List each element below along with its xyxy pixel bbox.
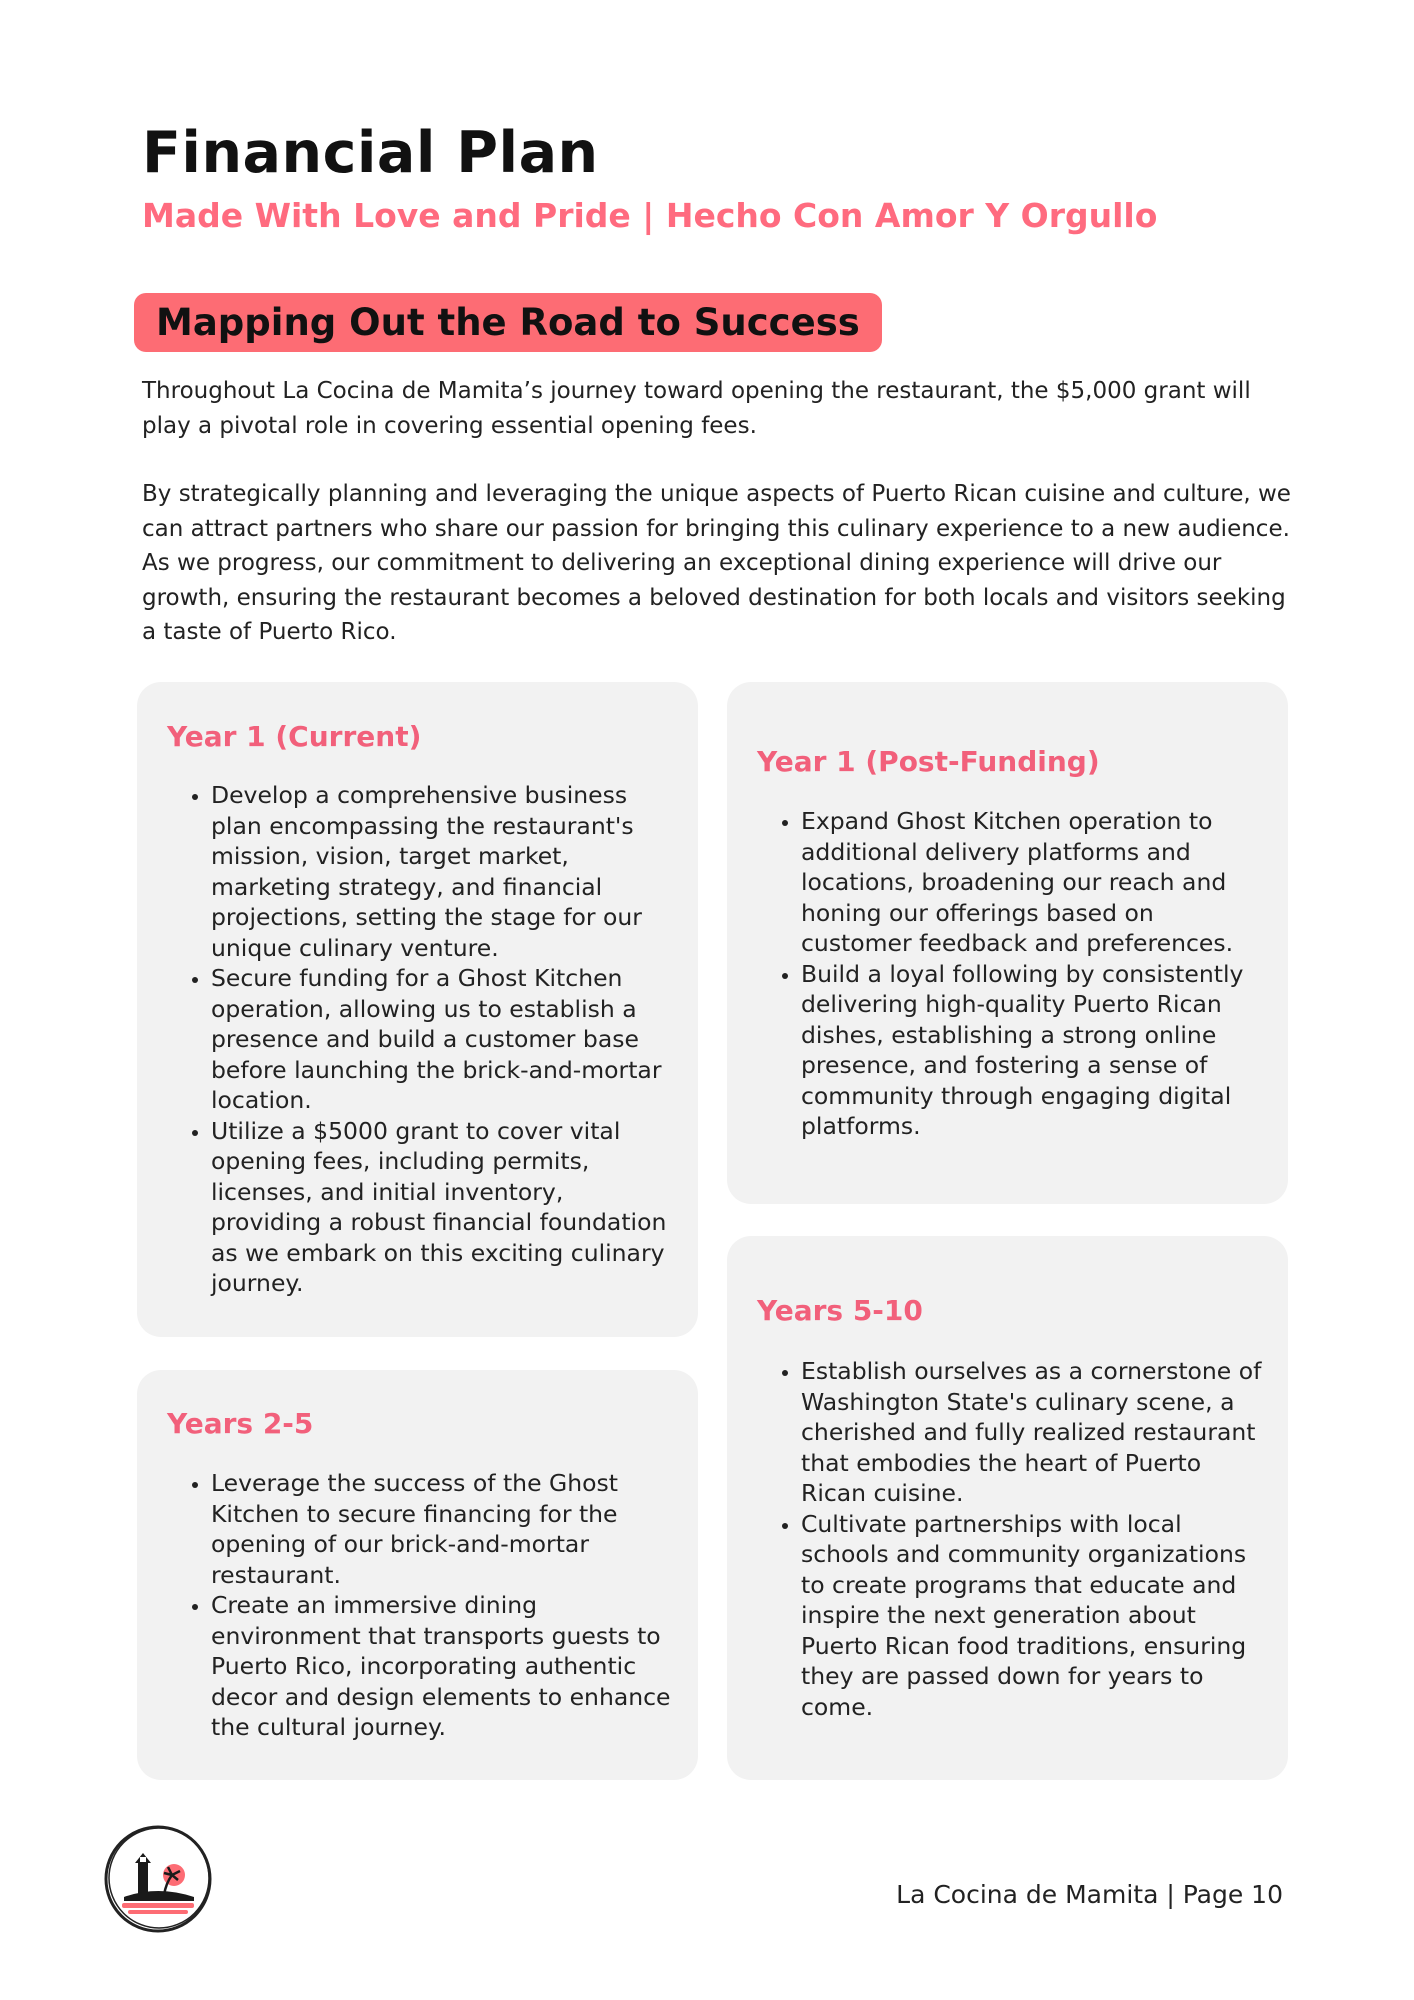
intro-paragraph: Throughout La Cocina de Mamita’s journey toward opening the restaurant, the $5,000 grant will play a pivotal role in covering essential opening fees. (142, 378, 1251, 439)
card-year-1-post-funding (727, 682, 1288, 1204)
page-subtitle: Made With Love and Pride | Hecho Con Amor Y Orgullo (142, 196, 1158, 235)
section-heading: Mapping Out the Road to Success (134, 293, 882, 352)
card-heading: Years 5-10 (757, 1294, 923, 1327)
lighthouse-palm-logo-icon (102, 1823, 214, 1935)
list-item: • Cultivate partnerships with local schools and community organizations to create programs that educate and inspire the next generation about Puerto Rican food traditions, ensuring they are passed down for years to come. (801, 1509, 1270, 1723)
intro-text (142, 374, 1292, 684)
card-heading: Years 2-5 (167, 1407, 314, 1440)
card-year-1-current (137, 682, 698, 1337)
list-item: • Create an immersive dining environment that transports guests to Puerto Rico, incorporating authentic decor and design elements to enhance the cultural journey. (211, 1590, 680, 1743)
list-item: • Utilize a $5000 grant to cover vital opening fees, including permits, licenses, and initial inventory, providing a robust financial foundation as we embark on this exciting culinary journey. (211, 1116, 680, 1299)
list-item: • Secure funding for a Ghost Kitchen operation, allowing us to establish a presence and build a customer base before launching the brick-and-mortar location. (211, 963, 680, 1116)
footer-page-label: La Cocina de Mamita | Page 10 (896, 1880, 1283, 1909)
card-heading: Year 1 (Post-Funding) (757, 745, 1100, 778)
list-item: • Build a loyal following by consistently delivering high-quality Puerto Rican dishes, establishing a strong online presence, and fostering a sense of community through engaging digital platforms. (801, 959, 1270, 1142)
card-list (167, 780, 680, 1299)
card-heading: Year 1 (Current) (167, 720, 422, 753)
list-item: • Expand Ghost Kitchen operation to additional delivery platforms and locations, broadening our reach and honing our offerings based on customer feedback and preferences. (801, 806, 1270, 959)
card-list (757, 806, 1270, 1142)
intro-paragraph: By strategically planning and leveraging the unique aspects of Puerto Rican cuisine and culture, we can attract partners who share our passion for bringing this culinary experience to a new audience. As we progress, our commitment to delivering an exceptional dining experience will drive our growth, ensuring the restaurant becomes a beloved destination for both locals and visitors seeking a taste of Puerto Rico. (142, 481, 1291, 645)
list-item: • Leverage the success of the Ghost Kitchen to secure financing for the opening of our brick-and-mortar restaurant. (211, 1468, 680, 1590)
list-item: • Develop a comprehensive business plan encompassing the restaurant's mission, vision, target market, marketing strategy, and financial projections, setting the stage for our unique culinary venture. (211, 780, 680, 963)
card-list (167, 1468, 680, 1743)
card-years-2-5 (137, 1370, 698, 1780)
card-years-5-10 (727, 1236, 1288, 1780)
list-item: • Establish ourselves as a cornerstone of Washington State's culinary scene, a cherished and fully realized restaurant that embodies the heart of Puerto Rican cuisine. (801, 1356, 1270, 1509)
page-title: Financial Plan (142, 120, 599, 186)
card-list (757, 1356, 1270, 1722)
